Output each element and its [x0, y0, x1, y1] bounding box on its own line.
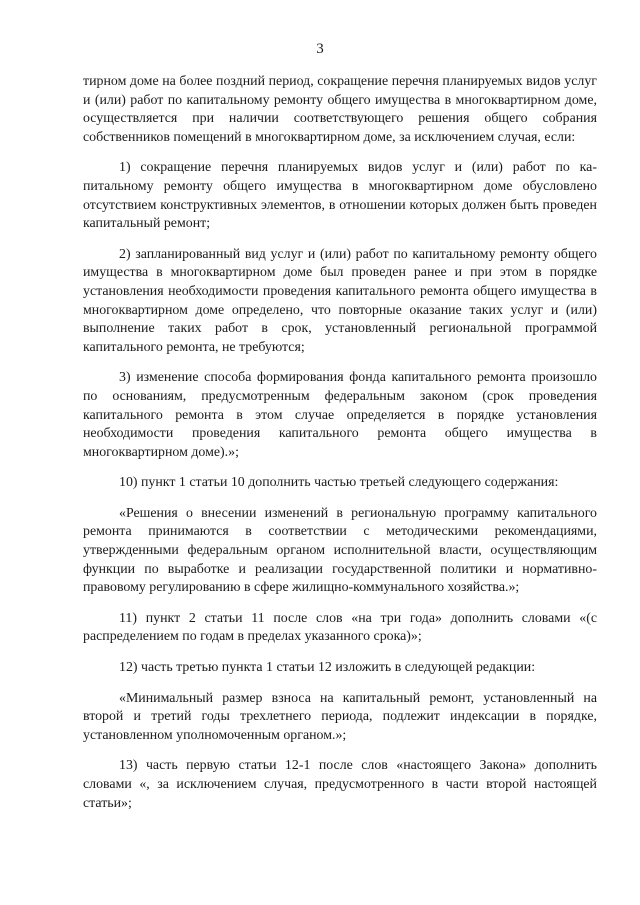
page-number: 3	[316, 41, 324, 57]
paragraph-item-2: 2) запланированный вид услуг и (или) работ по капитальному ремонту общего имущества в многоквартирном доме был проведен ранее и при этом в порядке установления необходимости проведения капитального ремонта общего имущества в многоквартирном доме определено, что повторные оказание таких услуг и (или) выполнение таких работ в срок, установленный региональной программой капитального ремонта, не требуются;	[83, 246, 597, 355]
document-body	[83, 73, 597, 825]
paragraph-amendment-13: 13) часть первую статьи 12-1 после слов «настоящего Закона» дополнить словами «, за исключением случая, предусмотренного в части второй настоящей статьи»;	[83, 758, 597, 811]
paragraph-quote-10: «Решения о внесении изменений в региональную программу капитального ремонта принимаются в соответствии с методическими рекомендациями, утвержденными федеральным органом исполнительной власти, осуществляющим функции по выработке и реализации государственной политики и нормативно-правовому регулированию в сфере жилищно-коммунального хозяйства.»;	[83, 505, 597, 596]
paragraph-amendment-10: 10) пункт 1 статьи 10 дополнить частью третьей следующего содержания:	[119, 475, 559, 491]
paragraph-item-3: 3) изменение способа формирования фонда капитального ремонта произошло по основаниям, предусмотренным федеральным законом (срок проведения капитального ремонта в этом случае определяется в порядке установления необходимости проведения капитального ремонта общего имущества в многоквартирном доме).»;	[83, 370, 597, 460]
paragraph-amendment-11: 11) пункт 2 статьи 11 после слов «на три года» дополнить словами «(с распределением по годам в пределах указанного срока)»;	[83, 610, 597, 645]
paragraph-continuation: тирном доме на более поздний период, сокращение перечня планируемых видов услуг и (или) работ по капитальному ремонту общего имущества в многоквартирном доме, осуществляется при наличии соответствующего решения общего собрания собственников помещений в многоквартирном доме, за исключением случая, если:	[83, 74, 597, 145]
paragraph-amendment-12: 12) часть третью пункта 1 статьи 12 изложить в следующей редакции:	[119, 660, 536, 676]
paragraph-quote-12: «Минимальный размер взноса на капитальный ремонт, установленный на второй и третий годы трехлетнего периода, подлежит индексации в порядке, установленном уполномоченным органом.»;	[83, 690, 597, 743]
paragraph-item-1: 1) сокращение перечня планируемых видов услуг и (или) работ по капитальному ремонту общего имущества в многоквартирном доме обусловлено отсутствием конструктивных элементов, в отношении которых должен быть проведен капитальный ремонт;	[83, 160, 597, 232]
